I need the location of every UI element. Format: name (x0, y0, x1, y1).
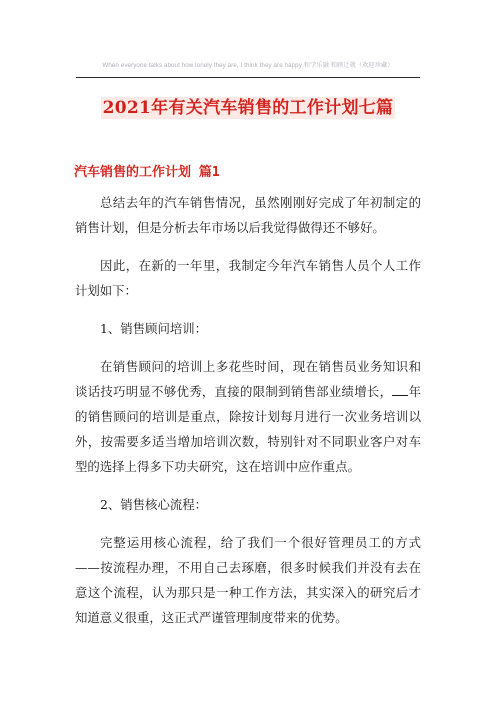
list-heading: 1、销售顾问培训： (100, 321, 208, 336)
paragraph-text: 在销售顾问的培训上多花些时间，现在销售员业务知识和谈话技巧明显不够优秀，直接的限制到销售部业绩增长， (75, 359, 421, 399)
paragraph-text: 年的销售顾问的培训是重点，除按计划每月进行一次业务培训以外，按需要多适当增加培训次数，特别针对不同职业客户对车型的选择上得多下功夫研究，这在培训中应作重点。 (75, 384, 422, 474)
section-heading: 汽车销售的工作计划 篇1 (74, 165, 220, 180)
running-header: When everyone talks about how lonely they are, I think they are happy 和学乐融 和睦迁就（欢迎珍藏） (102, 62, 394, 69)
document-title-text: 2021年有关汽车销售的工作计划七篇 (102, 98, 394, 118)
header-divider (76, 77, 420, 78)
paragraph: 总结去年的汽车销售情况，虽然刚刚好完成了年初制定的销售计划，但是分析去年市场以后我觉得做得还不够好。 (75, 195, 421, 235)
document-title (0, 97, 496, 119)
list-heading: 2、销售核心流程： (100, 497, 208, 512)
paragraph (75, 354, 421, 479)
blank-underline (392, 381, 408, 396)
paragraph: 因此，在新的一年里，我制定今年汽车销售人员个人工作计划如下： (75, 258, 421, 298)
paragraph: 完整运用核心流程，给了我们一个很好管理员工的方式——按流程办理，不用自己去琢磨，很多时候我们并没有去在意这个流程，认为那只是一种工作方法，其实深入的研究后才知道意义很重，这正式严谨管理制度带来的优势。 (75, 535, 421, 625)
document-body (75, 190, 421, 643)
